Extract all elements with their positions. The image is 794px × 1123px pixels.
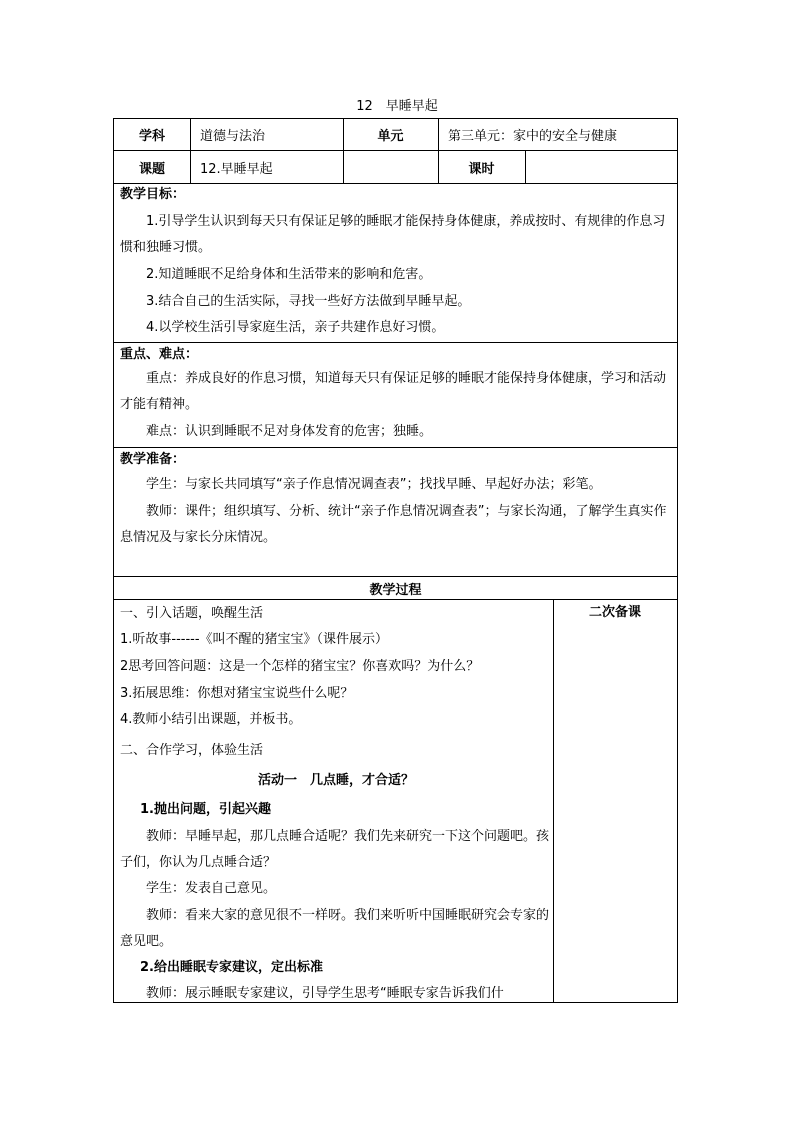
topic-value: 12.早睡早起 [200,161,273,177]
process-line: 2思考回答问题：这是一个怎样的猪宝宝？你喜欢吗？为什么？ [120,659,480,674]
process-title: 教学过程 [369,582,422,598]
row-divider [114,447,677,448]
process-line: 二、合作学习，体验生活 [120,743,264,758]
revision-column-title: 二次备课 [588,604,641,620]
preparation-title: 教学准备： [120,452,186,467]
objective-item: 3.结合自己的生活实际，寻找一些好方法做到早睡早起。 [146,294,471,309]
process-line: 4.教师小结引出课题，并板书。 [120,712,302,727]
preparation-item: 教师：课件；组织填写、分析、统计“亲子作息情况调查表”；与家长沟通，了解学生真实作息情况及与家长分床情况。 [120,504,667,545]
period-value [528,151,668,183]
process-subheading: 1.抛出问题，引起兴趣 [140,802,271,817]
topic-label: 课题 [138,161,165,177]
process-line: 学生：发表自己意见。 [146,881,277,896]
objective-item: 1.引导学生认识到每天只有保证足够的睡眠才能保持身体健康，养成按时、有规律的作息习惯和独睡习惯。 [120,214,666,255]
key-points-title: 重点、难点： [120,347,199,362]
col-divider [190,119,191,183]
objectives-title: 教学目标： [120,187,186,202]
activity-heading: 活动一 几点睡，才合适？ [257,773,414,788]
lesson-plan-table [113,118,678,1003]
preparation-item: 学生：与家长共同填写“亲子作息情况调查表”；找找早睡、早起好办法；彩笔。 [146,477,602,492]
subject-value: 道德与法治 [200,129,266,144]
objective-item: 2.知道睡眠不足给身体和生活带来的影响和危害。 [146,267,432,282]
period-label: 课时 [468,161,495,177]
unit-value: 第三单元：家中的安全与健康 [448,129,618,144]
document-title: 12 早睡早起 [356,99,438,114]
subject-label: 学科 [138,129,165,144]
key-point-item: 重点：养成良好的作息习惯，知道每天只有保证足够的睡眠才能保持身体健康，学习和活动才能有精神。 [120,371,667,412]
key-point-item: 难点：认识到睡眠不足对身体发育的危害；独睡。 [146,424,433,439]
col-divider [553,599,554,1003]
row-divider [114,342,677,343]
process-line: 教师：早睡早起，那几点睡合适呢？我们先来研究一下这个问题吧。孩子们，你认为几点睡合适？ [120,829,550,870]
row-divider [114,183,677,184]
process-line: 教师：看来大家的意见很不一样呀。我们来听听中国睡眠研究会专家的意见吧。 [120,908,550,949]
process-line: 1.听故事------《叫不醒的猪宝宝》（课件展示） [120,632,389,647]
objective-item: 4.以学校生活引导家庭生活，亲子共建作息好习惯。 [146,320,445,335]
process-line: 一、引入话题，唤醒生活 [120,606,264,621]
process-subheading: 2.给出睡眠专家建议，定出标准 [140,960,323,975]
unit-label: 单元 [377,129,404,144]
process-line: 教师：展示睡眠专家建议，引导学生思考“睡眠专家告诉我们什 [146,986,504,1001]
process-line: 3.拓展思维：你想对猪宝宝说些什么呢？ [120,686,354,701]
col-divider [525,150,526,183]
